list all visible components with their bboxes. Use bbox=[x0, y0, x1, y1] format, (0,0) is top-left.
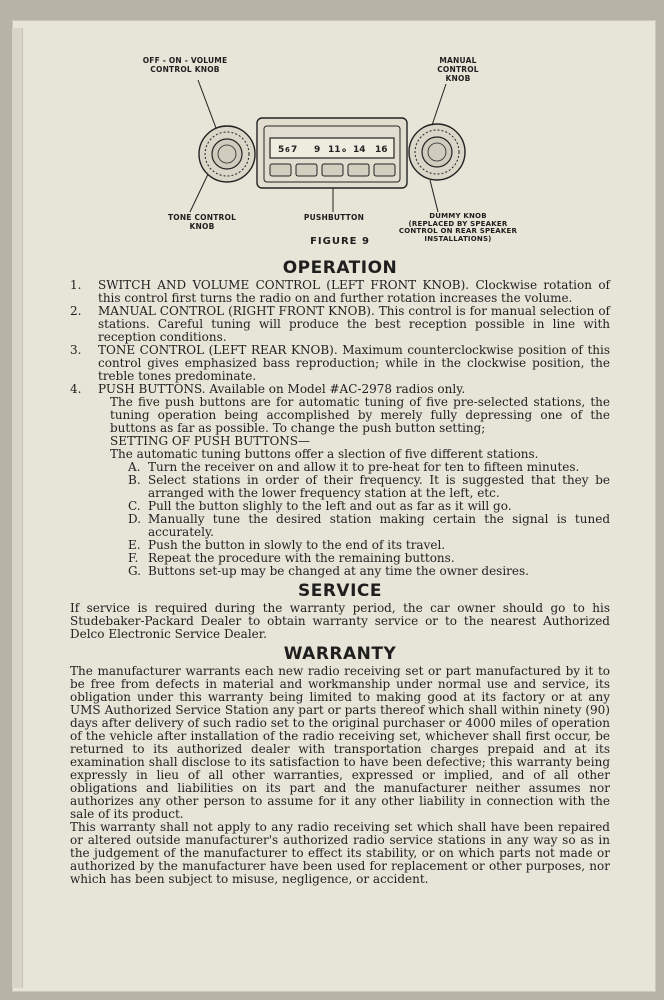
push-button-5 bbox=[374, 164, 395, 176]
list-item: A. Turn the receiver on and allow it to pre-heat for ten to fifteen minutes. bbox=[128, 460, 580, 474]
dial-marker-icon: o bbox=[342, 147, 347, 154]
push-button-3 bbox=[322, 164, 343, 176]
page-edge bbox=[12, 28, 23, 988]
list-item: E. Push the button in slowly to the end of its travel. bbox=[128, 538, 446, 552]
radio-figure bbox=[70, 52, 610, 257]
figure-caption: FIGURE 9 bbox=[310, 236, 370, 247]
dial-number: 14 bbox=[353, 145, 366, 155]
label-dummy-knob: DUMMY KNOB (REPLACED BY SPEAKER CONTROL ON REAR SPEAKER INSTALLATIONS) bbox=[398, 212, 518, 243]
list-item: 1. SWITCH AND VOLUME CONTROL (LEFT FRONT KNOB). Clockwise rotation of this control first turns the radio on and further rotation increases the volume. bbox=[70, 278, 610, 305]
label-pushbutton: PUSHBUTTON bbox=[303, 213, 365, 222]
warranty-paragraph: The manufacturer warrants each new radio receiving set or part manufactured by it to be free from defects in material and workmanship under normal use and service, its obligation under this warranty being limited to making good at its factory or at any UMS Authorized Service Station any part or parts thereof which shall within ninety (90) days after delivery of such radio set to the original purchaser or 4000 miles of operation of the vehicle after installation of the radio receiving set, whichever shall first occur, be returned to its authorized dealer with transportation charges prepaid and at its examination shall disclose to its satisfaction to have been defective; this warranty being expressly in lieu of all other warranties, expressed or implied, and of all other obligations and liabilities on its part and the manufacturer neither assumes nor authorizes any other person to assume for it any other liability in connection with the sale of its product. bbox=[70, 664, 610, 821]
list-item: B. Select stations in order of their frequency. It is suggested that they be arranged with the lower frequency station at the left, etc. bbox=[128, 473, 610, 500]
warranty-heading: WARRANTY bbox=[283, 644, 397, 664]
list-item: G. Buttons set-up may be changed at any time the owner desires. bbox=[128, 564, 529, 578]
leader-line-dummy bbox=[430, 180, 438, 212]
label-manual-control: MANUAL CONTROL KNOB bbox=[437, 56, 479, 83]
list-item: D. Manually tune the desired station making certain the signal is tuned accurately. bbox=[128, 512, 610, 539]
dial-number: 9 bbox=[314, 145, 321, 155]
operation-heading: OPERATION bbox=[282, 258, 398, 278]
label-off-on-volume: OFF - ON - VOLUME CONTROL KNOB bbox=[142, 56, 228, 74]
warranty-paragraph: This warranty shall not apply to any radio receiving set which shall have been repaired or altered outside manufacturer's authorized radio service stations in any way so as in the judgement of the manufacturer to effect its stability, or on which parts not made or authorized by the manufacturer have been used for replacement or other purposes, nor which has been subject to misuse, negligence, or accident. bbox=[70, 820, 610, 886]
dial-number: 16 bbox=[375, 145, 388, 155]
push-button-1 bbox=[270, 164, 291, 176]
list-item: 3. TONE CONTROL (LEFT REAR KNOB). Maximum counterclockwise position of this control gives emphasized bass reproduction; while in the clockwise position, the treble tones predominate. bbox=[70, 343, 610, 383]
label-tone-control: TONE CONTROL KNOB bbox=[167, 213, 237, 231]
list-item: F. Repeat the procedure with the remaining buttons. bbox=[128, 551, 455, 565]
push-intro: The five push buttons are for automatic tuning of five pre-selected stations, the tuning operation being accomplished by merely fully depressing one of the buttons as far as possible. To change the push button setting; bbox=[110, 395, 610, 435]
setting-intro: The automatic tuning buttons offer a slection of five different stations. bbox=[110, 447, 539, 461]
dial-number: 6 bbox=[285, 146, 290, 154]
push-button-details bbox=[98, 396, 610, 461]
service-text: If service is required during the warranty period, the car owner should go to his Studebaker-Packard Dealer to obtain warranty service or to the nearest Authorized Delco Electronic Service Dealer. bbox=[70, 601, 610, 641]
list-item: 2. MANUAL CONTROL (RIGHT FRONT KNOB). This control is for manual selection of stations. Careful tuning will produce the best reception possible in line with reception conditions. bbox=[70, 304, 610, 344]
setting-heading: SETTING OF PUSH BUTTONS— bbox=[110, 434, 311, 448]
setting-steps bbox=[98, 461, 610, 578]
left-knob-icon bbox=[199, 126, 255, 182]
push-buttons bbox=[270, 164, 395, 176]
operation-list bbox=[70, 279, 610, 578]
list-item: C. Pull the button slighly to the left and out as far as it will go. bbox=[128, 499, 512, 513]
service-heading: SERVICE bbox=[297, 581, 383, 601]
right-knob-icon bbox=[409, 124, 465, 180]
radio-drawing bbox=[70, 52, 610, 232]
dial-number: 11 bbox=[328, 145, 341, 155]
page-content bbox=[70, 52, 610, 886]
dial-number: 5 bbox=[278, 145, 285, 155]
push-button-4 bbox=[348, 164, 369, 176]
list-item: 4. PUSH BUTTONS. Available on Model #AC-2978 radios only. The five push buttons are for automatic tuning of five pre-selected stations, the tuning operation being accomplished by merely fully depressing one of the buttons as far as possible. To change the push button setting; SETTING OF PUSH BUTTONS— The automatic tuning buttons offer a slection of five different stations. A. Turn the receiver on and allow it to pre-heat for ten to fifteen minutes. B. Select stations in order of their frequency. It is suggested that they be arranged with the lower frequency station at the left, etc. C. Pull the button slighly to the left and out as far as it will go. D. Manually tune the desired station making certain the signal is tuned accurately. E. Push the button in slowly to the end of its travel. F. Repeat the procedure with the remaining buttons. G. Buttons set-up may be changed at any time the owner desires. bbox=[70, 382, 610, 578]
dial-number: 7 bbox=[291, 145, 298, 155]
push-button-2 bbox=[296, 164, 317, 176]
leader-line-tone bbox=[190, 170, 210, 212]
